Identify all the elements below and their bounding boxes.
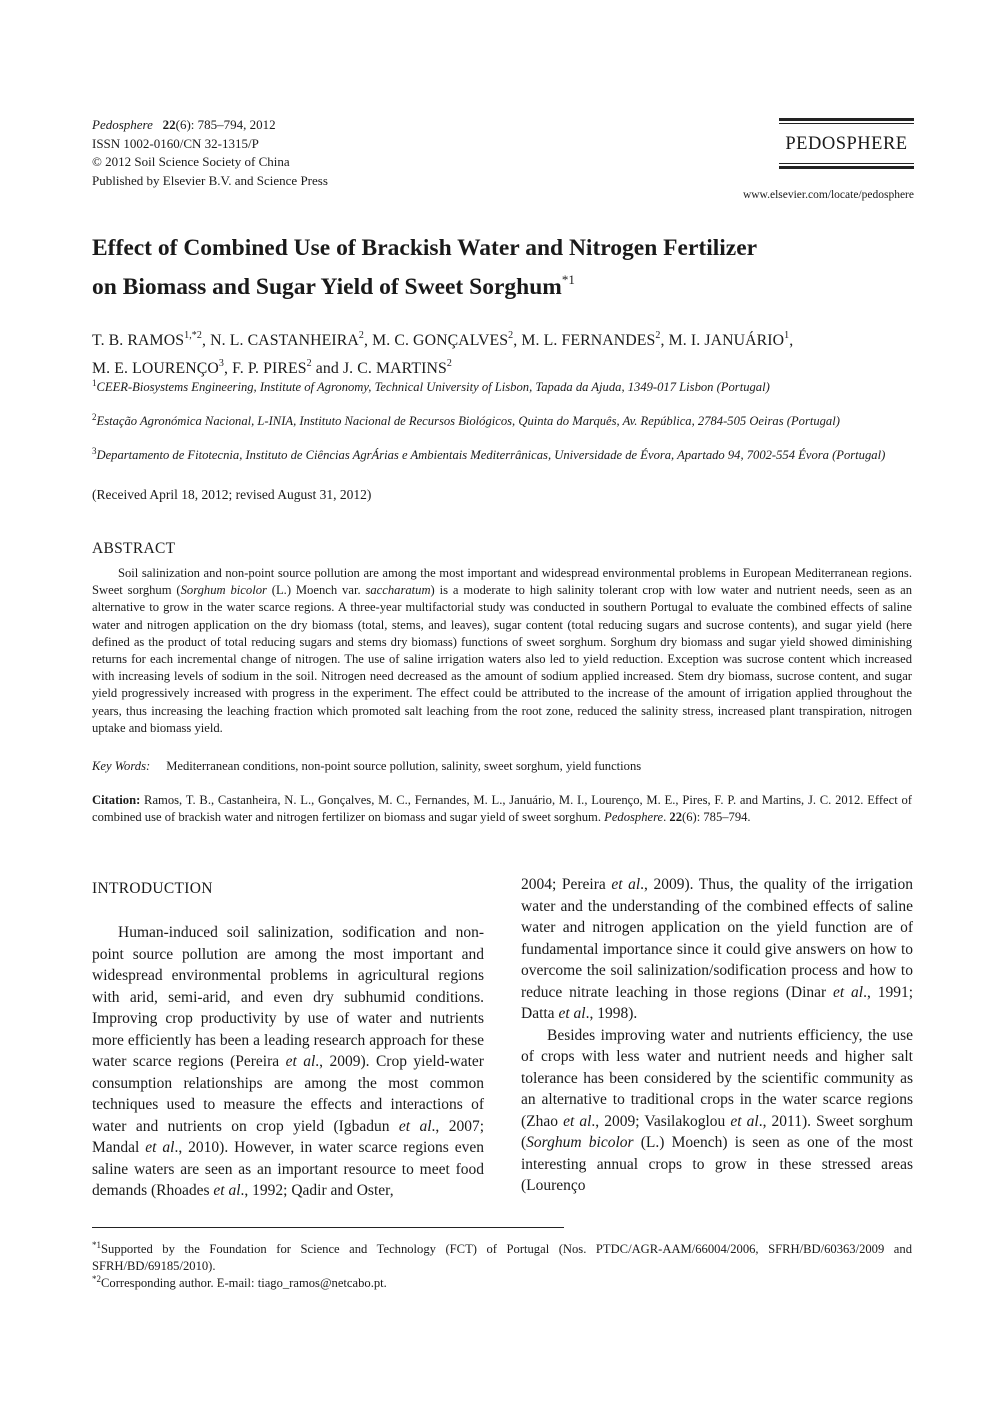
affiliation-text: CEER-Biosystems Engineering, Institute of Agronomy, Technical University of Lisbon, Tapada da Ajuda, 1349-017 Lisbon (Portugal): [96, 380, 770, 394]
keywords-text: Mediterranean conditions, non-point source pollution, salinity, sweet sorghum, yield functions: [166, 759, 642, 773]
author: N. L. CASTANHEIRA: [210, 332, 359, 349]
author-list: [92, 324, 912, 380]
et-al: et al: [145, 1139, 175, 1156]
affiliation-text: Departamento de Fitotecnia, Instituto de Ciências AgrÁrias e Ambientais Mediterrânicas, Universidade de Évora, Apartado 94, 7002-554 Évora (Portugal): [96, 448, 886, 462]
author-affil-mark: 1,*2: [184, 330, 202, 341]
intro-column-right: [521, 874, 913, 1197]
citation-text: Ramos, T. B., Castanheira, N. L., Gonçalves, M. C., Fernandes, M. L., Januário, M. I., Lourenço, M. E., Pires, F. P. and Martins, J. C. 2012. Effect of combined use of brackish water and nitrogen fertilizer on biomass and sugar yield of sweet sorghum.: [92, 793, 912, 825]
publisher: Published by Elsevier B.V. and Science Press: [92, 172, 328, 188]
footnote-text: Supported by the Foundation for Science and Technology (FCT) of Portugal (Nos. PTDC/AGR-AAM/66004/2006, SFRH/BD/60363/2009 and SFRH/BD/69185/2010).: [92, 1242, 912, 1273]
footnote-rule: [92, 1227, 564, 1228]
intro-paragraph-1-cont: [521, 874, 913, 1025]
variety-name: saccharatum: [365, 583, 431, 598]
footnote-2: [92, 1271, 912, 1292]
received-dates: (Received April 18, 2012; revised August 31, 2012): [92, 487, 372, 502]
author-line-1: T. B. $RAMOS^{1,*2}$, N. L. CASTANHEIRA$^2$, M. C. GONÇALVES$^2$, M. L. FERNANDES$^2$, M. I. JANUÁRIO$^1$,: [92, 330, 794, 349]
affiliation-text: Estação Agronómica Nacional, L-INIA, Instituto Nacional de Recursos Biológicos, Quinta do Marquês, Av. República, 2784-505 Oeiras (Portugal): [96, 414, 840, 428]
citation-journal: Pedosphere: [604, 810, 664, 825]
footnote-mark: *1: [92, 1240, 101, 1250]
paper-title: [92, 233, 912, 303]
author: J. C. MARTINS: [342, 360, 447, 377]
abstract-text: ) is a moderate to high salinity tolerant crop with low water and nutrient needs, seen as an alternative to grow in the water scarce regions. A three-year multifactorial study was conducted in southern Portugal to evaluate the combined effects of saline water and nitrogen application on the dry biomass (total, stems, and leaves), sugar content (total reducing sugars and sucrose contents), and sugar yield (here defined as the product of total reducing sugars and stems dry biomass) functions of sweet sorghum. Sorghum dry biomass and sugar yield showed diminishing returns for each incremental change of nitrogen. The use of saline irrigation waters also led to yield reduction. Exception was sucrose content which increased with increasing levels of sodium in the soil. Nitrogen need decreased as the amount of sodium applied increased. Stem dry biomass, sucrose content, and sugar yield progressively increased with progress in the experiment. The effect could be attributed to the increase of the amount of irrigation applied throughout the years, thus increasing the leaching fraction which promoted salt leaching from the root zone, reduced the salinity stress, increased plant transpiration, nitrogen uptake and biomass yield.: [92, 583, 912, 735]
author: M. E. LOURENÇO: [92, 360, 219, 377]
body-text: ., 1998).: [585, 1005, 638, 1022]
introduction-heading: INTRODUCTION: [92, 880, 213, 897]
affiliation-1: [92, 375, 912, 396]
author: T. B. RAMOS: [92, 332, 185, 349]
body-text: Besides improving water and nutrients efficiency, the use of crops with less water and nutrient needs and higher salt tolerance has been considered by the scientific community as an alternative to traditional crops in the water scarce regions (Zhao: [521, 1026, 913, 1130]
journal-issue-pages: (6): 785–794, 2012: [175, 117, 276, 132]
intro-column-left: [92, 922, 484, 1202]
affiliation-number: 3: [92, 446, 97, 456]
abstract-heading: ABSTRACT: [92, 540, 176, 557]
journal-header: [92, 116, 328, 190]
et-al: et al: [611, 876, 641, 893]
author-affil-mark: 2: [446, 358, 452, 369]
author: F. P. PIRES: [232, 360, 307, 377]
journal-volume: 22: [162, 117, 176, 132]
affiliation-2: [92, 409, 912, 430]
body-text: ., 2009). Thus, the quality of the irrigation water and the understanding of the combined effects of saline water and nitrogen application on the yield function are of fundamental importance since it could give answers on how to overcome the soil salinization/sodification process and how to reduce nitrate leaching in those regions (Dinar: [521, 876, 913, 1001]
journal-citation-line: [92, 116, 328, 135]
intro-paragraph-2: [521, 1025, 913, 1197]
citation-pages: (6): 785–794.: [682, 810, 751, 825]
copyright: © 2012 Soil Science Society of China: [92, 154, 290, 169]
body-text: ., 2009; Vasilakoglou: [591, 1112, 731, 1130]
citation: [92, 792, 912, 826]
author-affil-mark: 2: [358, 330, 364, 341]
citation-separator: .: [663, 810, 670, 825]
author-affil-mark: 1: [784, 330, 790, 341]
body-text: Human-induced soil salinization, sodification and non-point source pollution are among the most important and widespread environmental problems in agricultural regions with arid, semi-arid, and even dry subhumid conditions. Improving crop productivity by use of water and nutrients more efficiently has been a leading research approach for these water scarce regions (Pereira: [92, 924, 484, 1070]
citation-label: Citation:: [92, 793, 141, 807]
et-al: et al: [285, 1053, 316, 1070]
footnote-1: [92, 1237, 912, 1275]
et-al: et al: [833, 983, 864, 1001]
author-affil-mark: 2: [508, 330, 514, 341]
body-text: 2004; Pereira: [521, 876, 612, 893]
issn: ISSN 1002-0160/CN 32-1315/P: [92, 135, 259, 151]
keywords-label: Key Words:: [92, 759, 151, 773]
author-affil-mark: 3: [218, 358, 225, 369]
et-al: et al: [398, 1117, 432, 1135]
abstract-text: (L.) Moench var.: [266, 583, 366, 598]
affiliation-number: 2: [92, 412, 97, 422]
journal-logo: [779, 118, 914, 169]
body-text: ., 2011). Sweet sorghum (: [521, 1112, 913, 1151]
title-line-2: on Biomass and Sugar Yield of Sweet Sorghum: [92, 274, 562, 300]
author-joiner: and: [315, 360, 339, 377]
body-text: (L.) Moench) is seen as one of the most interesting annual crops to grow in these stressed areas (Lourenço: [521, 1134, 913, 1194]
journal-name: Pedosphere: [92, 117, 153, 132]
affiliation-3: [92, 443, 912, 464]
journal-url[interactable]: www.elsevier.com/locate/pedosphere: [742, 189, 914, 201]
et-al: et al: [213, 1182, 241, 1199]
species-name: Sorghum bicolor: [526, 1134, 634, 1151]
abstract-text: Soil salinization and non-point source pollution are among the most important and widespread environmental problems in European Mediterranean regions. Sweet sorghum (: [92, 566, 912, 598]
author: M. C. GONÇALVES: [372, 332, 509, 349]
abstract-body: [92, 565, 912, 737]
affiliation-number: 1: [92, 378, 97, 388]
citation-volume: 22: [669, 810, 683, 825]
footnote-text: Corresponding author. E-mail: tiago_ramos@netcabo.pt.: [101, 1276, 387, 1290]
body-text: ., 1992; Qadir and Oster,: [240, 1182, 394, 1199]
et-al: et al: [563, 1112, 592, 1130]
footnote-mark: *2: [92, 1274, 101, 1284]
author-line-2: M. E. LOURENÇO$^3$, F. P. PIRES$^2$ and J. C. MARTINS$^2$: [92, 358, 452, 377]
body-text: ., 2007; Mandal: [92, 1117, 484, 1156]
et-al: et al: [730, 1112, 759, 1130]
keywords: [92, 759, 641, 774]
body-text: ., 2010). However, in water scarce regions even saline waters are seen as an important resource to meet food demands (Rhoades: [92, 1139, 484, 1199]
author-affil-mark: 2: [306, 358, 312, 369]
logo-text: PEDOSPHERE: [785, 134, 908, 154]
title-footnote-mark: *1: [561, 272, 575, 287]
body-text: ., 1991; Datta: [521, 983, 914, 1022]
author: M. L. FERNANDES: [521, 332, 656, 349]
author: M. I. JANUÁRIO: [668, 332, 785, 349]
author-affil-mark: 2: [655, 330, 661, 341]
species-name: Sorghum bicolor: [180, 583, 267, 598]
body-text: ., 2009). Crop yield-water consumption relationships are among the most common techniques used to measure the effects and interactions of water and nutrients on crop yield (Igbadun: [92, 1053, 484, 1135]
title-line-1: Effect of Combined Use of Brackish Water and Nitrogen Fertilizer: [92, 235, 758, 261]
et-al: et al: [558, 1005, 586, 1022]
